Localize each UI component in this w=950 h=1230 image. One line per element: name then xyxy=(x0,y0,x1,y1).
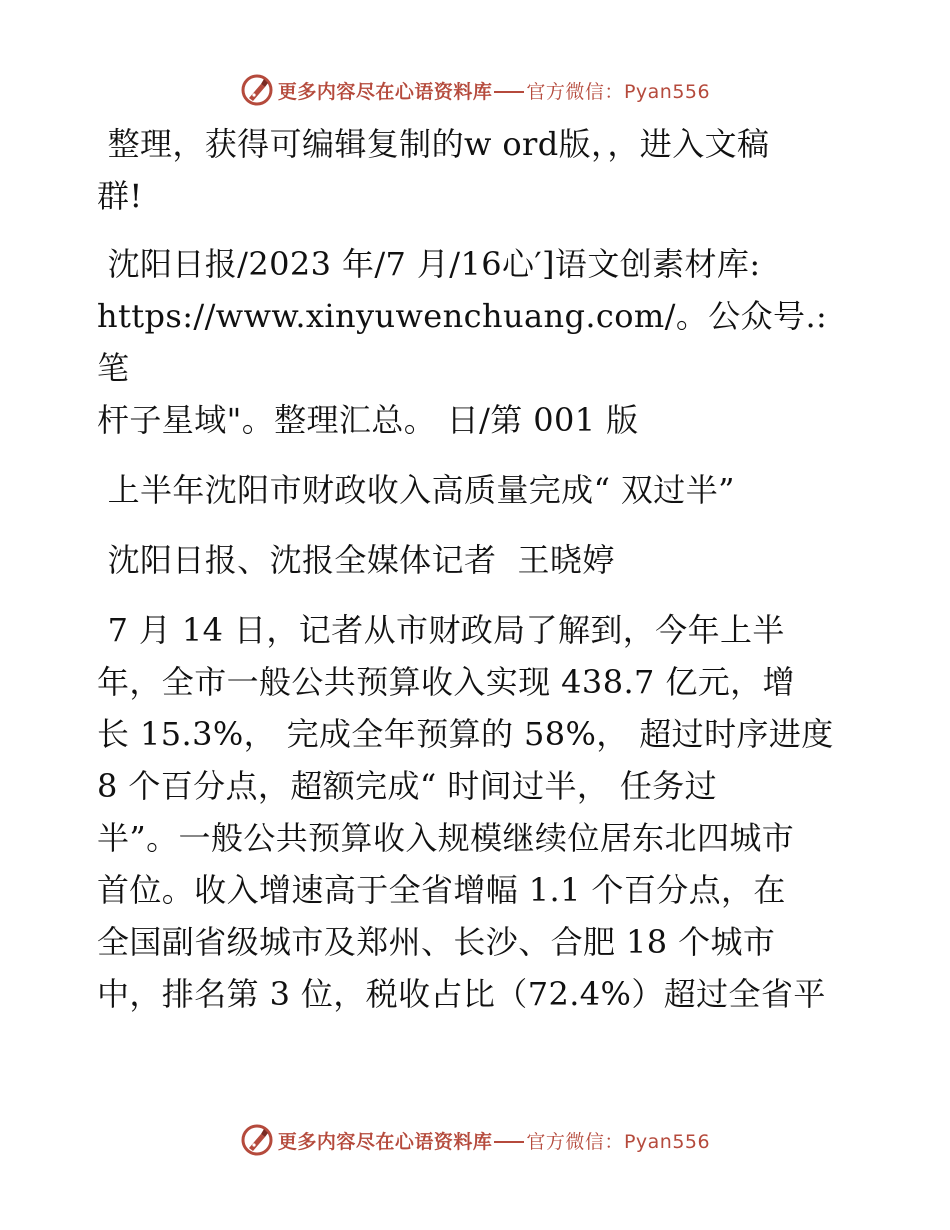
banner-wechat-id: Pyan556 xyxy=(623,80,711,103)
paragraph-intro xyxy=(97,118,857,222)
banner-text xyxy=(278,1127,710,1154)
banner-wechat-id: Pyan556 xyxy=(623,1130,711,1153)
text-line: 群! xyxy=(97,177,143,215)
banner-main-text: 更多内容尽在心语资料库 xyxy=(277,80,493,103)
banner-text xyxy=(278,77,710,104)
paragraph-source xyxy=(97,238,857,446)
text-line: 杆子星域"。整理汇总。 日/第 001 版 xyxy=(97,401,639,439)
article-headline xyxy=(97,464,857,516)
pen-nib-logo-icon xyxy=(240,73,274,107)
text-line: 7 月 14 日，记者从市财政局了解到，今年上半 xyxy=(97,611,785,649)
headline-text: 上半年沈阳市财政收入高质量完成“ 双过半” xyxy=(97,471,735,509)
document-body xyxy=(97,118,857,1020)
banner-wechat-label: 官方微信： xyxy=(526,80,624,103)
text-line: 首位。收入增速高于全省增幅 1.1 个百分点，在 xyxy=(97,871,786,909)
banner-main-text: 更多内容尽在心语资料库 xyxy=(277,1130,493,1153)
text-line: 整理，获得可编辑复制的w ord版，，进入文稿 xyxy=(97,125,770,163)
banner-dash xyxy=(494,1141,524,1143)
article-byline xyxy=(97,534,857,586)
text-line: 8 个百分点，超额完成“ 时间过半， 任务过 xyxy=(97,767,718,805)
banner-wechat-label: 官方微信： xyxy=(526,1130,624,1153)
header-banner xyxy=(0,70,950,110)
text-line: 中，排名第 3 位，税收占比（72.4%）超过全省平 xyxy=(97,975,826,1013)
text-line: 长 15.3%， 完成全年预算的 58%， 超过时序进度 xyxy=(97,715,834,753)
source-url-line: https://www.xinyuwenchuang.com/。公众号.: 笔 xyxy=(97,297,838,387)
banner-dash xyxy=(494,91,524,93)
pen-nib-logo-icon xyxy=(240,1123,274,1157)
article-body-paragraph xyxy=(97,604,857,1020)
text-line: 年，全市一般公共预算收入实现 438.7 亿元，增 xyxy=(97,663,795,701)
footer-banner xyxy=(0,1120,950,1160)
byline-text: 沈阳日报、沈报全媒体记者 王晓婷 xyxy=(97,541,615,579)
text-line: 沈阳日报/2023 年/7 月/16心′]语文创素材库: xyxy=(97,245,761,283)
text-line: 半”。一般公共预算收入规模继续位居东北四城市 xyxy=(97,819,795,857)
text-line: 全国副省级城市及郑州、长沙、合肥 18 个城市 xyxy=(97,923,776,961)
